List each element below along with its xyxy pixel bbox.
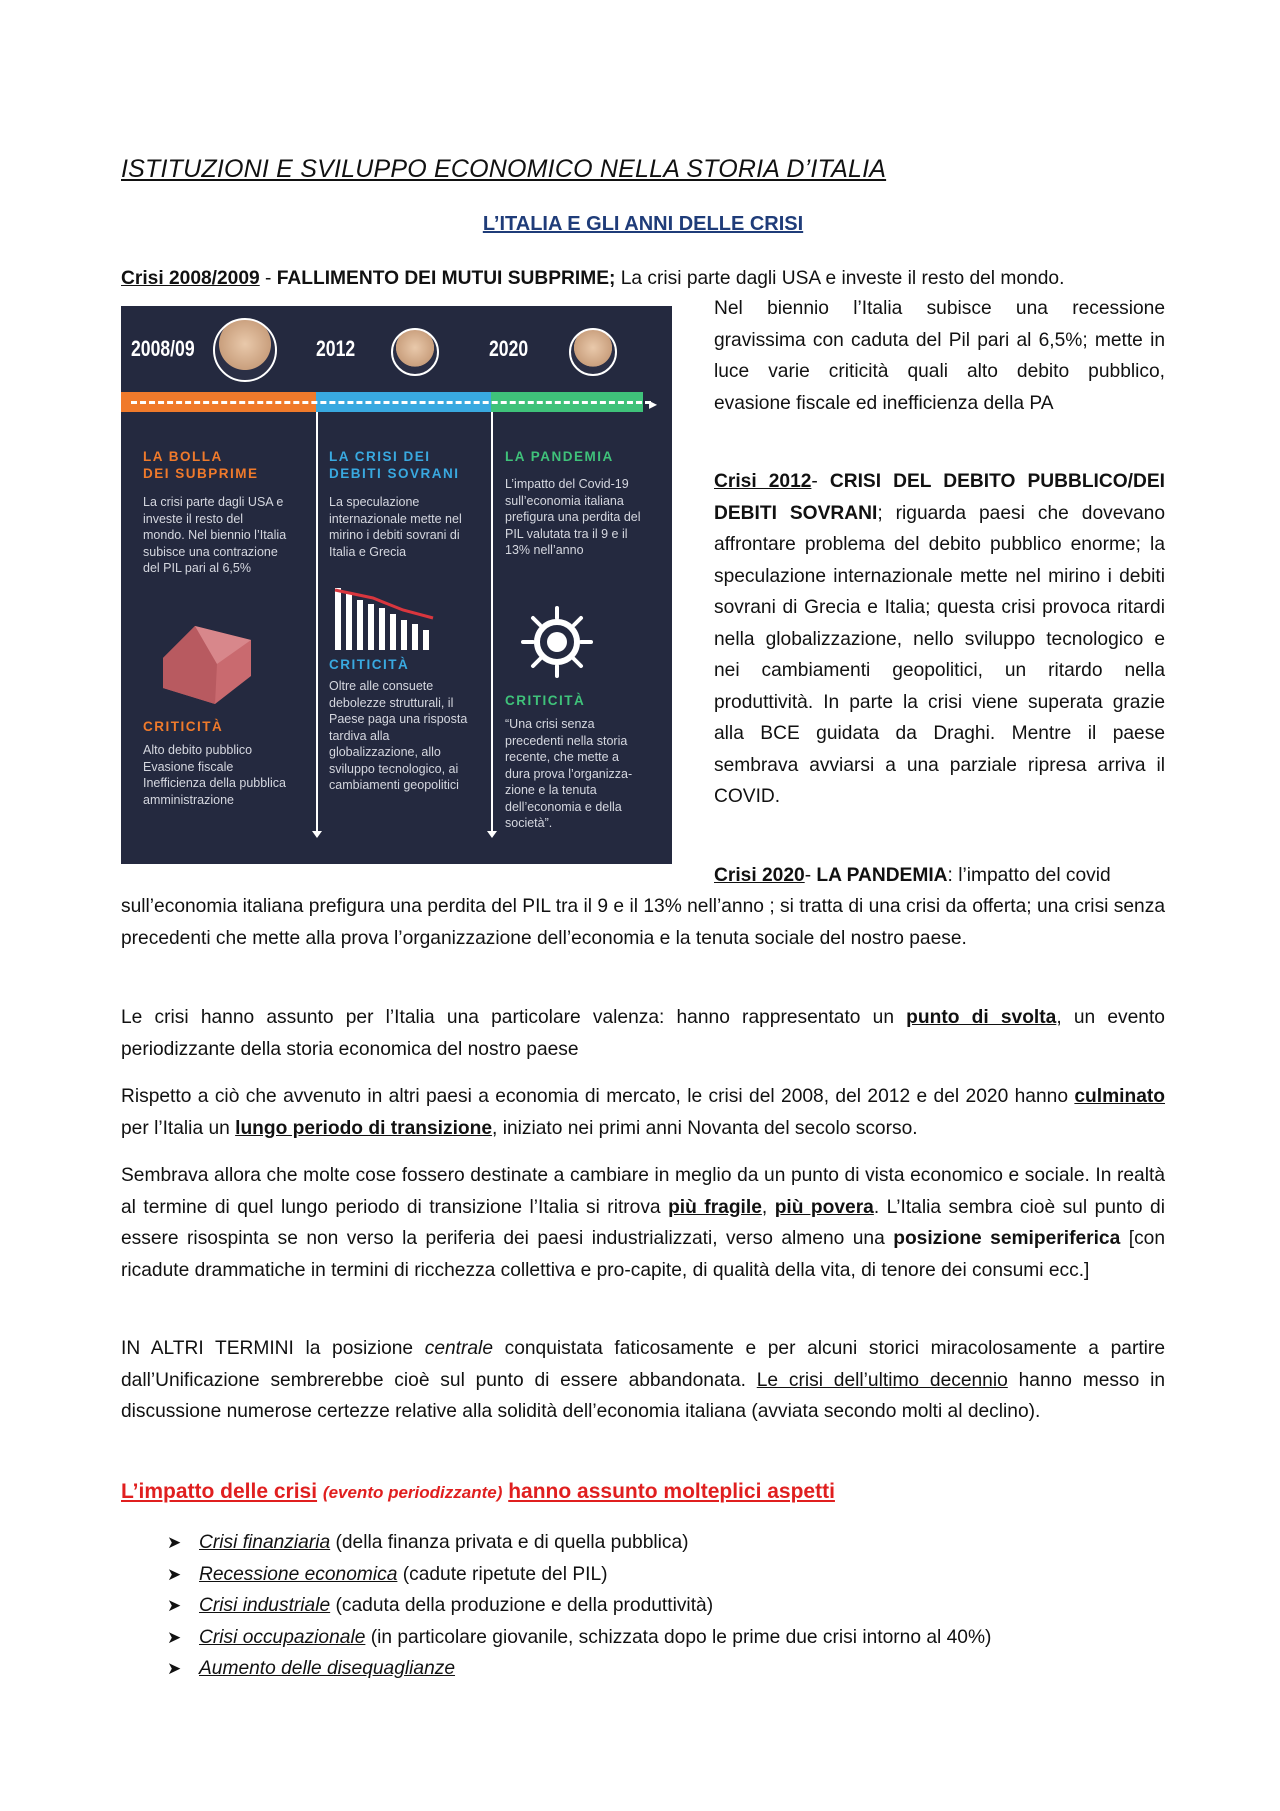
crisis-2008-heading: FALLIMENTO DEI MUTUI SUBPRIME; xyxy=(276,268,616,289)
infographic-year-2012: 2012 xyxy=(316,336,356,361)
paragraph-punto-di-svolta: Le crisi hanno assunto per l’Italia una particolare valenza: hanno rappresentato un punto di svolta, un evento periodizzante della storia economica del nostro paese xyxy=(121,1007,1165,1060)
list-item: ➤ Crisi occupazionale (in particolare giovanile, schizzata dopo le prime due crisi intorno al 40%) xyxy=(167,1622,991,1654)
emphasis-punto-di-svolta: punto di svolta xyxy=(906,1007,1057,1028)
list-item: ➤ Recessione economica (cadute ripetute del PIL) xyxy=(167,1559,991,1591)
portrait-icon xyxy=(391,328,439,376)
crisis-2012-paragraph: Crisi 2012- CRISI DEL DEBITO PUBBLICO/DEI DEBITI SOVRANI; riguarda paesi che dovevano affrontare problema del debito pubblico enorme; la speculazione internazionale mette nel mirino i debiti sovrani di Grecia e Italia; questa crisi provoca ritardi nella globalizzazione, nello sviluppo tecnologico e nei cambiamenti geopolitici, un ritardo nella produttività. In parte la crisi viene superata grazie alla BCE guidata da Draghi. Mentre il paese sembrava avviarsi a una parziale ripresa arriva il COVID. xyxy=(714,471,1165,807)
crisis-infographic xyxy=(121,306,672,864)
timeline-arrow-icon: ▸ xyxy=(649,396,658,413)
arrow-bullet-icon: ➤ xyxy=(167,1596,182,1615)
aspects-list xyxy=(167,1527,991,1685)
timeline-divider xyxy=(491,412,493,832)
sub-title: L’ITALIA E GLI ANNI DELLE CRISI xyxy=(482,213,804,235)
timeline-divider xyxy=(316,412,318,832)
list-item: ➤ Aumento delle disequaglianze xyxy=(167,1653,991,1685)
arrow-bullet-icon: ➤ xyxy=(167,1564,182,1584)
crisis-2008-inline-text: La crisi parte dagli USA e investe il resto del mondo. xyxy=(615,268,1065,289)
emphasis-lungo-periodo: lungo periodo di transizione xyxy=(235,1117,493,1139)
emphasis-piu-fragile: più fragile xyxy=(668,1196,762,1218)
virus-icon xyxy=(519,604,595,680)
infographic-col2-text: La speculazione internazionale mette nel mirino i debiti sovrani di Italia e Grecia xyxy=(329,495,462,559)
infographic-col2-head: LA CRISI DEI DEBITI SOVRANI xyxy=(329,449,460,481)
emphasis-culminato: culminato xyxy=(1074,1086,1165,1107)
infographic-col3-crit-text: “Una crisi senza precedenti nella storia recente, che mette a dura prova l’organizza-zione e la tenuta dell’economia e della società”. xyxy=(505,717,633,830)
infographic-year-2008: 2008/09 xyxy=(131,336,195,361)
crisis-2012-text: ; riguarda paesi che dovevano affrontare problema del debito pubblico enorme; la speculazione internazionale mette nel mirino i debiti sovrani di Grecia e Italia; questa crisi provoca ritardi nella globalizzazione, nello sviluppo tecnologico e nei cambiamenti geopolitici, un ritardo nella produttività. In parte la crisi viene superata grazie alla BCE guidata da Draghi. Mentre il paese sembrava avviarsi a una parziale ripresa arriva il COVID. xyxy=(714,502,1165,807)
main-title: ISTITUZIONI E SVILUPPO ECONOMICO NELLA STORIA D’ITALIA xyxy=(121,155,887,183)
infographic-col1-head: LA BOLLA DEI SUBPRIME xyxy=(143,449,259,481)
house-icon xyxy=(153,618,257,708)
infographic-col2-crit-text: Oltre alle consuete debolezze strutturali, il Paese paga una risposta tardiva alla globalizzazione, allo sviluppo tecnologico, ai cambiamenti geopolitici xyxy=(329,679,468,792)
paragraph-piu-fragile: Sembrava allora che molte cose fossero destinate a cambiare in meglio da un punto di vista economico e sociale. In realtà al termine di quel lungo periodo di transizione l’Italia si ritrova più fragile, più povera. L’Italia sembra cioè sul punto di essere risospinta se non verso la periferia dei paesi industrializzati, verso almeno una posizione semiperiferica [con ricadute drammatiche in termini di ricchezza collettiva e pro-capite, di qualità della vita, di tenore dei consumi ecc.] xyxy=(121,1165,1166,1281)
emphasis-centrale: centrale xyxy=(424,1338,493,1359)
infographic-col3-crit-head: CRITICITÀ xyxy=(505,693,586,708)
crisis-2020-label: Crisi 2020 xyxy=(714,865,805,886)
crisis-2008-label: Crisi 2008/2009 xyxy=(121,268,260,289)
portrait-icon xyxy=(569,328,617,376)
infographic-col3-text: L’impatto del Covid-19 sull’economia italiana prefigura una perdita del PIL valutata tra il 9 e il 13% nell’anno xyxy=(505,477,641,557)
portrait-icon xyxy=(213,318,277,382)
paragraph-posizione-centrale: IN ALTRI TERMINI la posizione centrale conquistata faticosamente e per alcuni storici miracolosamente a partire dall’Unificazione sembrerebbe cioè sul punto di essere abbandonata. Le crisi dell’ultimo decennio hanno messo in discussione numerose certezze relative alla solidità dell’economia italiana (avviata secondo molti al declino). xyxy=(121,1338,1165,1422)
infographic-col1-text: La crisi parte dagli USA e investe il resto del mondo. Nel biennio l’Italia subisce una contrazione del PIL pari al 6,5% xyxy=(143,495,287,575)
emphasis-piu-povera: più povera xyxy=(774,1196,874,1218)
infographic-year-2020: 2020 xyxy=(489,336,529,361)
crisis-2008-intro: Crisi 2008/2009 - FALLIMENTO DEI MUTUI SUBPRIME; La crisi parte dagli USA e investe il resto del mondo. xyxy=(121,268,1065,289)
crisis-2012-heading: CRISI DEL DEBITO PUBBLICO/DEI DEBITI SOVRANI xyxy=(714,471,1165,524)
crisis-2020-heading: LA PANDEMIA xyxy=(816,865,948,886)
infographic-col2-crit-head: CRITICITÀ xyxy=(329,657,410,672)
emphasis-ultimo-decennio: Le crisi dell’ultimo decennio xyxy=(756,1369,1008,1391)
list-item: ➤ Crisi industriale (caduta della produzione e della produttività) xyxy=(167,1590,991,1622)
emphasis-semiperiferica: posizione semiperiferica xyxy=(893,1228,1121,1249)
crisis-2020-text: sull’economia italiana prefigura una perdita del PIL tra il 9 e il 13% nell’anno ; si tratta di una crisi da offerta; una crisi senza precedenti che mette alla prova l’organizzazione dell’economia e la tenuta sociale del nostro paese. xyxy=(121,896,1165,949)
arrow-bullet-icon: ➤ xyxy=(167,1659,182,1678)
timeline-dashes xyxy=(131,401,651,404)
infographic-col1-crit-text: Alto debito pubblico Evasione fiscale Inefficienza della pubblica amministrazione xyxy=(143,743,286,807)
declining-bars-icon xyxy=(333,588,439,650)
arrow-bullet-icon: ➤ xyxy=(167,1627,182,1647)
paragraph-transizione: Rispetto a ciò che avvenuto in altri paesi a economia di mercato, le crisi del 2008, del 2012 e del 2020 hanno culminato per l’Italia un lungo periodo di transizione, iniziato nei primi anni Novanta del secolo scorso. xyxy=(121,1086,1165,1139)
infographic-col1-crit-head: CRITICITÀ xyxy=(143,719,224,734)
arrow-bullet-icon: ➤ xyxy=(167,1533,182,1552)
crisis-2012-label: Crisi 2012 xyxy=(714,471,812,492)
crisis-2008-text: Nel biennio l’Italia subisce una recessione gravissima con caduta del Pil pari al 6,5%; mette in luce varie criticità quali alto debito pubblico, evasione fiscale ed inefficienza della PA xyxy=(714,298,1165,414)
list-item: ➤ Crisi finanziaria (della finanza privata e di quella pubblica) xyxy=(167,1527,991,1559)
infographic-col3-head: LA PANDEMIA xyxy=(505,449,614,464)
crisis-2020-intro: Crisi 2020- LA PANDEMIA: l’impatto del covid xyxy=(714,865,1111,886)
impact-heading: L’impatto delle crisi (evento periodizzante) hanno assunto molteplici aspetti xyxy=(121,1480,835,1503)
